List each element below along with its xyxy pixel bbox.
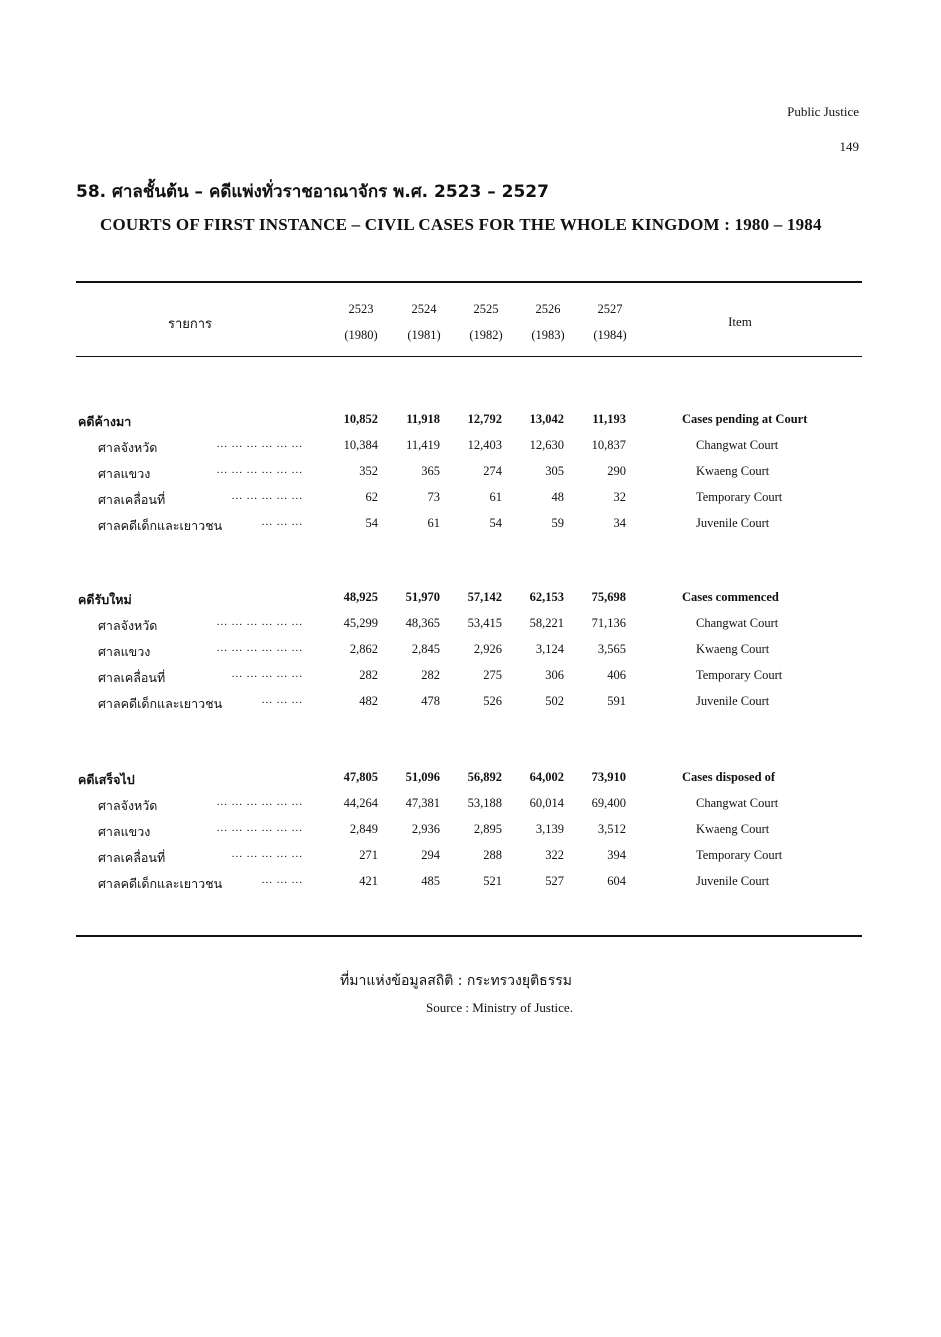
row-label-thai: คดีเสร็จไป bbox=[78, 772, 135, 787]
row-label-english: Kwaeng Court bbox=[696, 464, 770, 478]
leader-dots: ... ... ... ... ... ... bbox=[216, 438, 303, 450]
table-cell: 294 bbox=[421, 848, 440, 862]
row-label-english: Juvenile Court bbox=[696, 694, 770, 708]
table-cell: 2,845 bbox=[411, 642, 440, 656]
table-cell: 3,565 bbox=[597, 642, 626, 656]
leader-dots: ... ... ... bbox=[261, 874, 303, 886]
table-cell: 12,403 bbox=[467, 438, 502, 452]
row-label-thai: ศาลคดีเด็กและเยาวชน bbox=[98, 518, 223, 533]
row-label-english: Changwat Court bbox=[696, 616, 779, 630]
row-label-english: Juvenile Court bbox=[696, 516, 770, 530]
table-row bbox=[0, 490, 941, 510]
table-cell: 305 bbox=[545, 464, 564, 478]
table-cell: 11,918 bbox=[406, 412, 440, 426]
row-label-english: Temporary Court bbox=[696, 490, 783, 504]
table-cell: 406 bbox=[607, 668, 626, 682]
source-thai: ที่มาแห่งข้อมูลสถิติ : กระทรวงยุติธรรม bbox=[340, 973, 572, 989]
row-label-thai: ศาลเคลื่อนที่ bbox=[98, 670, 166, 685]
year-ce-header: (1983) bbox=[531, 328, 565, 342]
table-row bbox=[0, 874, 941, 894]
table-cell: 2,849 bbox=[349, 822, 378, 836]
table-cell: 58,221 bbox=[529, 616, 564, 630]
table-cell: 61 bbox=[489, 490, 502, 504]
leader-dots: ... ... ... ... ... ... bbox=[216, 796, 303, 808]
row-label-thai: ศาลเคลื่อนที่ bbox=[98, 492, 166, 507]
table-cell: 282 bbox=[421, 668, 440, 682]
table-row bbox=[0, 642, 941, 662]
table-cell: 48,365 bbox=[405, 616, 440, 630]
thai-column-header: รายการ bbox=[167, 317, 213, 332]
item-column-header: Item bbox=[728, 314, 752, 329]
table-cell: 274 bbox=[483, 464, 502, 478]
table-row bbox=[0, 438, 941, 458]
table-cell: 352 bbox=[359, 464, 378, 478]
year-be-header: 2524 bbox=[411, 302, 437, 316]
table-cell: 75,698 bbox=[591, 590, 626, 604]
row-label-thai: คดีรับใหม่ bbox=[78, 592, 132, 607]
table-cell: 53,415 bbox=[467, 616, 502, 630]
year-be-header: 2527 bbox=[597, 302, 623, 316]
table-cell: 482 bbox=[359, 694, 378, 708]
table-cell: 73 bbox=[427, 490, 440, 504]
table-cell: 2,895 bbox=[473, 822, 502, 836]
table-cell: 502 bbox=[545, 694, 564, 708]
table-row bbox=[0, 616, 941, 636]
table-group-total-row bbox=[0, 770, 941, 790]
table-group-total-row bbox=[0, 590, 941, 610]
table-cell: 51,970 bbox=[405, 590, 440, 604]
row-label-thai: ศาลแขวง bbox=[98, 466, 151, 481]
table-cell: 527 bbox=[545, 874, 564, 888]
table-cell: 62 bbox=[365, 490, 378, 504]
table-row bbox=[0, 796, 941, 816]
row-label-english: Juvenile Court bbox=[696, 874, 770, 888]
row-label-thai: ศาลเคลื่อนที่ bbox=[98, 850, 166, 865]
row-label-thai: ศาลแขวง bbox=[98, 644, 151, 659]
row-label-thai: คดีค้างมา bbox=[78, 414, 132, 429]
table-cell: 34 bbox=[613, 516, 626, 530]
table-cell: 11,419 bbox=[406, 438, 440, 452]
table-cell: 48,925 bbox=[343, 590, 378, 604]
table-cell: 45,299 bbox=[343, 616, 378, 630]
table-cell: 56,892 bbox=[467, 770, 502, 784]
table-cell: 10,384 bbox=[343, 438, 378, 452]
table-cell: 32 bbox=[613, 490, 626, 504]
year-be-header: 2525 bbox=[473, 302, 499, 316]
table-cell: 322 bbox=[545, 848, 564, 862]
table-cell: 3,139 bbox=[535, 822, 564, 836]
table-row bbox=[0, 694, 941, 714]
table-cell: 271 bbox=[359, 848, 378, 862]
table-cell: 306 bbox=[545, 668, 564, 682]
year-ce-header: (1980) bbox=[344, 328, 378, 342]
table-row bbox=[0, 516, 941, 536]
row-label-english: Temporary Court bbox=[696, 848, 783, 862]
table-cell: 11,193 bbox=[592, 412, 626, 426]
table-cell: 13,042 bbox=[529, 412, 564, 426]
table-cell: 526 bbox=[483, 694, 502, 708]
table-cell: 478 bbox=[421, 694, 440, 708]
table-cell: 54 bbox=[489, 516, 502, 530]
row-label-english: Cases pending at Court bbox=[682, 412, 808, 426]
table-cell: 51,096 bbox=[405, 770, 440, 784]
table-title-english: COURTS OF FIRST INSTANCE – CIVIL CASES FOR THE WHOLE KINGDOM : 1980 – 1984 bbox=[100, 215, 822, 234]
leader-dots: ... ... ... ... ... bbox=[231, 848, 303, 860]
source-english: Source : Ministry of Justice. bbox=[426, 1000, 573, 1015]
table-cell: 62,153 bbox=[529, 590, 564, 604]
leader-dots: ... ... ... ... ... bbox=[231, 668, 303, 680]
leader-dots: ... ... ... bbox=[261, 694, 303, 706]
leader-dots: ... ... ... ... ... ... bbox=[216, 616, 303, 628]
table-cell: 71,136 bbox=[591, 616, 626, 630]
table-cell: 3,124 bbox=[535, 642, 564, 656]
table-row bbox=[0, 668, 941, 688]
table-cell: 10,852 bbox=[343, 412, 378, 426]
table-cell: 2,862 bbox=[349, 642, 378, 656]
table-cell: 591 bbox=[607, 694, 626, 708]
row-label-english: Kwaeng Court bbox=[696, 642, 770, 656]
leader-dots: ... ... ... ... ... ... bbox=[216, 464, 303, 476]
table-cell: 54 bbox=[365, 516, 378, 530]
table-cell: 282 bbox=[359, 668, 378, 682]
row-label-english: Cases disposed of bbox=[682, 770, 776, 784]
table-cell: 64,002 bbox=[529, 770, 564, 784]
table-cell: 12,792 bbox=[467, 412, 502, 426]
table-cell: 60,014 bbox=[529, 796, 564, 810]
table-cell: 12,630 bbox=[529, 438, 564, 452]
table-cell: 10,837 bbox=[591, 438, 626, 452]
table-group-total-row bbox=[0, 412, 941, 432]
row-label-english: Kwaeng Court bbox=[696, 822, 770, 836]
leader-dots: ... ... ... bbox=[261, 516, 303, 528]
year-be-header: 2523 bbox=[348, 302, 374, 316]
row-label-thai: ศาลจังหวัด bbox=[98, 618, 158, 633]
table-row bbox=[0, 848, 941, 868]
table-cell: 44,264 bbox=[343, 796, 378, 810]
row-label-english: Changwat Court bbox=[696, 796, 779, 810]
year-ce-header: (1982) bbox=[469, 328, 503, 342]
leader-dots: ... ... ... ... ... bbox=[231, 490, 303, 502]
table-cell: 365 bbox=[421, 464, 440, 478]
table-cell: 275 bbox=[483, 668, 502, 682]
page-number: 149 bbox=[839, 139, 859, 154]
table-cell: 394 bbox=[607, 848, 626, 862]
table-cell: 57,142 bbox=[467, 590, 502, 604]
table-cell: 2,926 bbox=[473, 642, 502, 656]
row-label-thai: ศาลแขวง bbox=[98, 824, 151, 839]
table-row bbox=[0, 822, 941, 842]
leader-dots: ... ... ... ... ... ... bbox=[216, 642, 303, 654]
row-label-english: Temporary Court bbox=[696, 668, 783, 682]
table-cell: 485 bbox=[421, 874, 440, 888]
year-ce-header: (1984) bbox=[593, 328, 627, 342]
table-cell: 290 bbox=[607, 464, 626, 478]
table-cell: 47,381 bbox=[405, 796, 440, 810]
bottom-rule bbox=[76, 935, 862, 937]
table-row bbox=[0, 464, 941, 484]
table-cell: 73,910 bbox=[591, 770, 626, 784]
year-ce-header: (1981) bbox=[407, 328, 441, 342]
table-cell: 604 bbox=[607, 874, 626, 888]
row-label-thai: ศาลจังหวัด bbox=[98, 798, 158, 813]
table-title-thai: 58. ศาลชั้นต้น – คดีแพ่งทั่วราชอาณาจักร พ.ศ. 2523 – 2527 bbox=[76, 182, 549, 202]
header-rule bbox=[76, 356, 862, 357]
leader-dots: ... ... ... ... ... ... bbox=[216, 822, 303, 834]
row-label-thai: ศาลคดีเด็กและเยาวชน bbox=[98, 876, 223, 891]
table-cell: 53,188 bbox=[467, 796, 502, 810]
table-cell: 61 bbox=[427, 516, 440, 530]
table-cell: 69,400 bbox=[591, 796, 626, 810]
top-rule bbox=[76, 281, 862, 283]
row-label-english: Changwat Court bbox=[696, 438, 779, 452]
row-label-thai: ศาลคดีเด็กและเยาวชน bbox=[98, 696, 223, 711]
table-cell: 47,805 bbox=[343, 770, 378, 784]
table-cell: 3,512 bbox=[597, 822, 626, 836]
table-cell: 48 bbox=[551, 490, 564, 504]
table-cell: 521 bbox=[483, 874, 502, 888]
table-cell: 2,936 bbox=[411, 822, 440, 836]
row-label-english: Cases commenced bbox=[682, 590, 779, 604]
year-be-header: 2526 bbox=[535, 302, 561, 316]
table-cell: 59 bbox=[551, 516, 564, 530]
row-label-thai: ศาลจังหวัด bbox=[98, 440, 158, 455]
running-header: Public Justice bbox=[787, 104, 859, 119]
table-cell: 421 bbox=[359, 874, 378, 888]
table-cell: 288 bbox=[483, 848, 502, 862]
